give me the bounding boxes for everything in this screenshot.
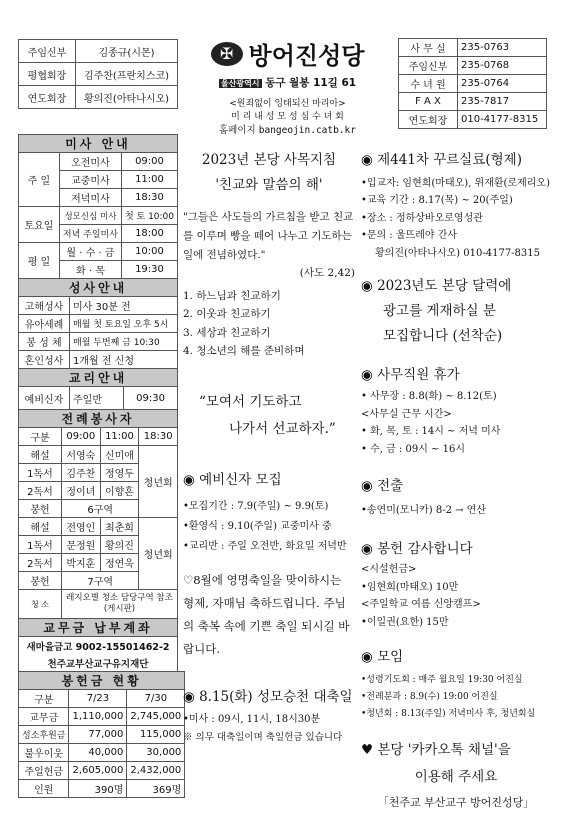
servers-role: 1독서 [19,536,62,554]
header-label: 연도회장 [19,86,76,109]
thanks-info: •이일권(요한) 15만 [361,616,449,628]
cursillo-info: •교육 기간 : 8.17(목) ~ 20(주일) [361,195,513,207]
contact-label: 수 녀 원 [399,75,458,93]
servers-person: 정이녀 [62,482,101,500]
offering-amount: 2,432,000 [127,762,185,780]
motto: <원죄없이 잉태되신 마리아> [229,99,346,109]
vacation-info: • 사무장 : 8.8(화) ~ 8.12(토) [361,391,497,403]
education-class: 주일반 [70,387,124,410]
mass-day: 평 일 [19,243,60,279]
meeting-info: •전례분과 : 8.9(수) 19:00 어진실 [361,692,498,703]
church-title: 방어진성당 [248,42,365,70]
policy-item: 2. 이웃과 친교하기 [183,308,271,321]
left-column [18,134,182,798]
contact-phone: 235-0768 [458,57,547,75]
kakao-line-3: 「천주교 부산교구 방어진성당」 [377,796,535,810]
servers-role: 1독서 [19,464,62,482]
offering-amount: 1,110,000 [69,708,127,726]
contact-label: 사 무 실 [399,39,458,57]
servers-person: 문정원 [62,536,101,554]
contact-label: 주임신부 [399,57,458,75]
servers-head: 18:30 [139,428,178,446]
offering-amount: 2,605,000 [69,762,127,780]
policy-quote-ref: (사도 2,42) [299,266,355,279]
cleaning-text: 레지오별 청소 담당구역 참조 [66,592,173,603]
offering-count: 369명 [127,780,185,798]
servers-role: 2독서 [19,554,62,572]
sacrament-label: 유아세례 [19,315,70,333]
policy-title: 2023년 본당 사목지침 [201,152,337,168]
assumption-title: ◉ 8.15(화) 성모승천 대축일 [183,689,353,706]
servers-role: 봉헌 [19,500,62,518]
vacation-info: • 수, 금 : 09시 ~ 16시 [361,443,465,455]
meeting-title: ◉ 모임 [361,649,404,666]
offering-head: 7/30 [127,690,185,708]
header-label: 평협회장 [19,63,76,86]
header-value: 황의진(아타나시오) [76,86,178,109]
slogan-line-1: “모여서 기도하고 [199,394,302,411]
mass-time: 18:30 [121,189,177,207]
middle-column [183,150,355,746]
policy-quote: "그들은 사도들의 가르침을 받고 친교를 이루며 빵을 떼어 나누고 기도하는 일에 전념하였다." [183,210,354,261]
mass-section-title: 미사 안내 [19,135,178,153]
sacrament-value: 매월 두번째 금 10:30 [70,333,178,351]
feast-greeting: ♡8월에 영명축일을 맞이하시는 형제, 자매님 축하드립니다. 주님의 축복 속에 기쁜 축일 되시길 바랍니다. [183,573,350,657]
mass-time: 첫 토 10:00 [121,207,177,225]
account-section-title: 교무금 납부계좌 [19,619,178,637]
contact-phone: 010-4177-8315 [458,111,547,129]
homepage-label: 홈페이지 [219,125,256,136]
catechumen-info: •환영식 : 9.10(주일) 교중미사 중 [183,521,332,533]
mass-time: 10:00 [121,243,177,261]
vacation-info: • 화, 목, 토 : 14시 ~ 저녁 미사 [361,426,501,438]
mass-day: 토요일 [19,207,60,243]
assumption-mass: •미사 : 09시, 11시, 18시30분 [183,713,321,725]
servers-head: 09:00 [62,428,101,446]
servers-role: 봉헌 [19,572,62,590]
transfer-title: ◉ 전출 [361,478,404,495]
mass-time: 11:00 [121,171,177,189]
servers-person: 전영인 [62,518,101,536]
servers-person: 이향흔 [100,482,139,500]
policy-item: 4. 청소년의 해를 준비하며 [183,344,305,357]
contact-phone: 235-0764 [458,75,547,93]
catechumen-title: ◉ 예비신자 모집 [183,472,282,489]
servers-district: 6구역 [62,500,139,518]
offering-label: 인원 [19,780,69,798]
homepage-url: bangeojin.catb.kr [258,125,356,136]
mass-time: 09:00 [121,153,177,171]
servers-person: 신미애 [100,446,139,464]
cursillo-info: •입교자: 임현희(마태오), 위재환(로제리오) [361,177,550,189]
cursillo-title: ◉ 제441차 꾸르실료(형제) [361,152,522,168]
catechumen-info: •교리반 : 주일 오전반, 화요일 저녁반 [183,541,347,553]
thanks-title: ◉ 봉헌 감사합니다 [361,540,473,557]
calendar-ad-line-3: 모집합니다 (선착순) [383,328,503,345]
cleaning-info [62,590,178,619]
patron: 미 리 내 성 모 성 심 수 녀 회 [231,112,344,122]
header-value: 김종규(시몬) [76,40,178,63]
catechumen-info: •모집기간 : 7.9(주일) ~ 9.9(토) [183,501,329,513]
offering-head: 구분 [19,690,69,708]
vacation-info: <사무실 근무 시간> [361,408,452,420]
servers-person: 정영두 [100,464,139,482]
offering-label: 주일헌금 [19,762,69,780]
education-section-title: 교리안내 [19,369,178,387]
mass-time: 19:30 [121,261,177,279]
mass-name: 저녁 주일미사 [59,225,121,243]
cursillo-contact: 황의진(아타나시오) 010-4177-8315 [375,247,541,259]
account-holder: 천주교부산교구유지재단 [19,654,178,672]
calendar-ad-line-1: ◉ 2023년도 본당 달력에 [361,278,512,295]
sacrament-label: 봉 성 체 [19,333,70,351]
offering-count: 390명 [69,780,127,798]
sacrament-label: 혼인성사 [19,351,70,369]
meeting-info: •청년회 : 8.13(주일) 저녁미사 후, 청년회실 [361,708,536,719]
thanks-info: <주일학교 여름 신앙캠프> [361,599,481,611]
vacation-title: ◉ 사무직원 휴가 [361,367,460,384]
kakao-line-2: 이용해 주세요 [414,769,498,786]
contact-phone: 235-0763 [458,39,547,57]
education-time: 09:30 [124,387,178,410]
servers-youth: 청년회 [139,518,178,590]
offering-label: 교무금 [19,708,69,726]
address: 동구 월봉 11길 61 [265,77,357,89]
cursillo-info: •장소 : 정하상바오로영성관 [361,212,483,224]
cleaning-label: 청 소 [19,590,62,619]
servers-person: 정연욱 [100,554,139,572]
policy-item: 3. 세상과 친교하기 [183,326,271,339]
assumption-note: ※ 의무 대축일이며 축일헌금 있습니다 [183,732,343,744]
mass-name: 교중미사 [59,171,121,189]
servers-head: 11:00 [100,428,139,446]
cleaning-note: (게시판) [103,604,136,614]
servers-youth: 청년회 [139,446,178,518]
mass-name: 저녁미사 [59,189,121,207]
church-logo-icon: ✠ [211,42,243,66]
thanks-info: •임현희(마태오) 10만 [361,581,459,593]
servers-person: 최춘희 [100,518,139,536]
servers-person: 박지훈 [62,554,101,572]
address-tag: 울산광역시 [220,79,260,88]
servers-person: 황의진 [100,536,139,554]
mass-time: 18:00 [121,225,177,243]
header-value: 김주찬(프란치스코) [76,63,178,86]
sacrament-value: 1개월 전 신청 [70,351,178,369]
thanks-info: <시설헌금> [361,564,417,576]
offering-label: 불우이웃 [19,744,69,762]
offering-amount: 30,000 [127,744,185,762]
offering-section-title: 봉헌금 현황 [19,672,185,690]
servers-head: 구분 [19,428,62,446]
sacrament-value: 매월 첫 토요일 오후 5시 [70,315,178,333]
contact-label: 연도회장 [399,111,458,129]
sacrament-value: 미사 30분 전 [70,297,178,315]
policy-item: 1. 하느님과 친교하기 [183,289,281,302]
servers-role: 2독서 [19,482,62,500]
servers-role: 해설 [19,446,62,464]
mass-name: 오전미사 [59,153,121,171]
sacrament-label: 고해성사 [19,297,70,315]
header-left-box [18,39,178,109]
account-number: 새마을금고 9002-15501462-2 [19,637,178,655]
policy-theme: '친교와 말씀의 해' [215,176,323,193]
servers-district: 7구역 [62,572,139,590]
right-column [361,150,551,811]
header-label: 주임신부 [19,40,76,63]
offering-amount: 40,000 [69,744,127,762]
calendar-ad-line-2: 광고를 게재하실 분 [383,303,496,320]
cursillo-info: •문의 : 울뜨레야 간사 [361,230,458,242]
servers-person: 서영숙 [62,446,101,464]
offering-head: 7/23 [69,690,127,708]
servers-role: 해설 [19,518,62,536]
offering-amount: 115,000 [127,726,185,744]
kakao-line-1: ♥ 본당 '카카오톡 채널'을 [361,742,511,759]
education-label: 예비신자 [19,387,70,410]
offering-amount: 2,745,000 [127,708,185,726]
mass-name: 월 · 수 · 금 [59,243,121,261]
servers-person: 김주찬 [62,464,101,482]
masthead [185,36,390,136]
mass-name: 성모신심 미사 [59,207,121,225]
mass-name: 화 · 목 [59,261,121,279]
header-right-box [398,38,547,129]
transfer-info: •송연미(모니카) 8-2 → 연산 [361,505,486,517]
sacrament-section-title: 성사안내 [19,279,178,297]
contact-label: F A X [399,93,458,111]
slogan-line-2: 나가서 선교하자.” [229,421,336,438]
offering-label: 성소후원금 [19,726,69,744]
mass-day: 주 일 [19,153,60,207]
servers-section-title: 전례봉사자 [19,410,178,428]
contact-phone: 235-7817 [458,93,547,111]
meeting-info: •성령기도회 : 매주 월요일 19:30 어진실 [361,675,523,686]
offering-amount: 77,000 [69,726,127,744]
